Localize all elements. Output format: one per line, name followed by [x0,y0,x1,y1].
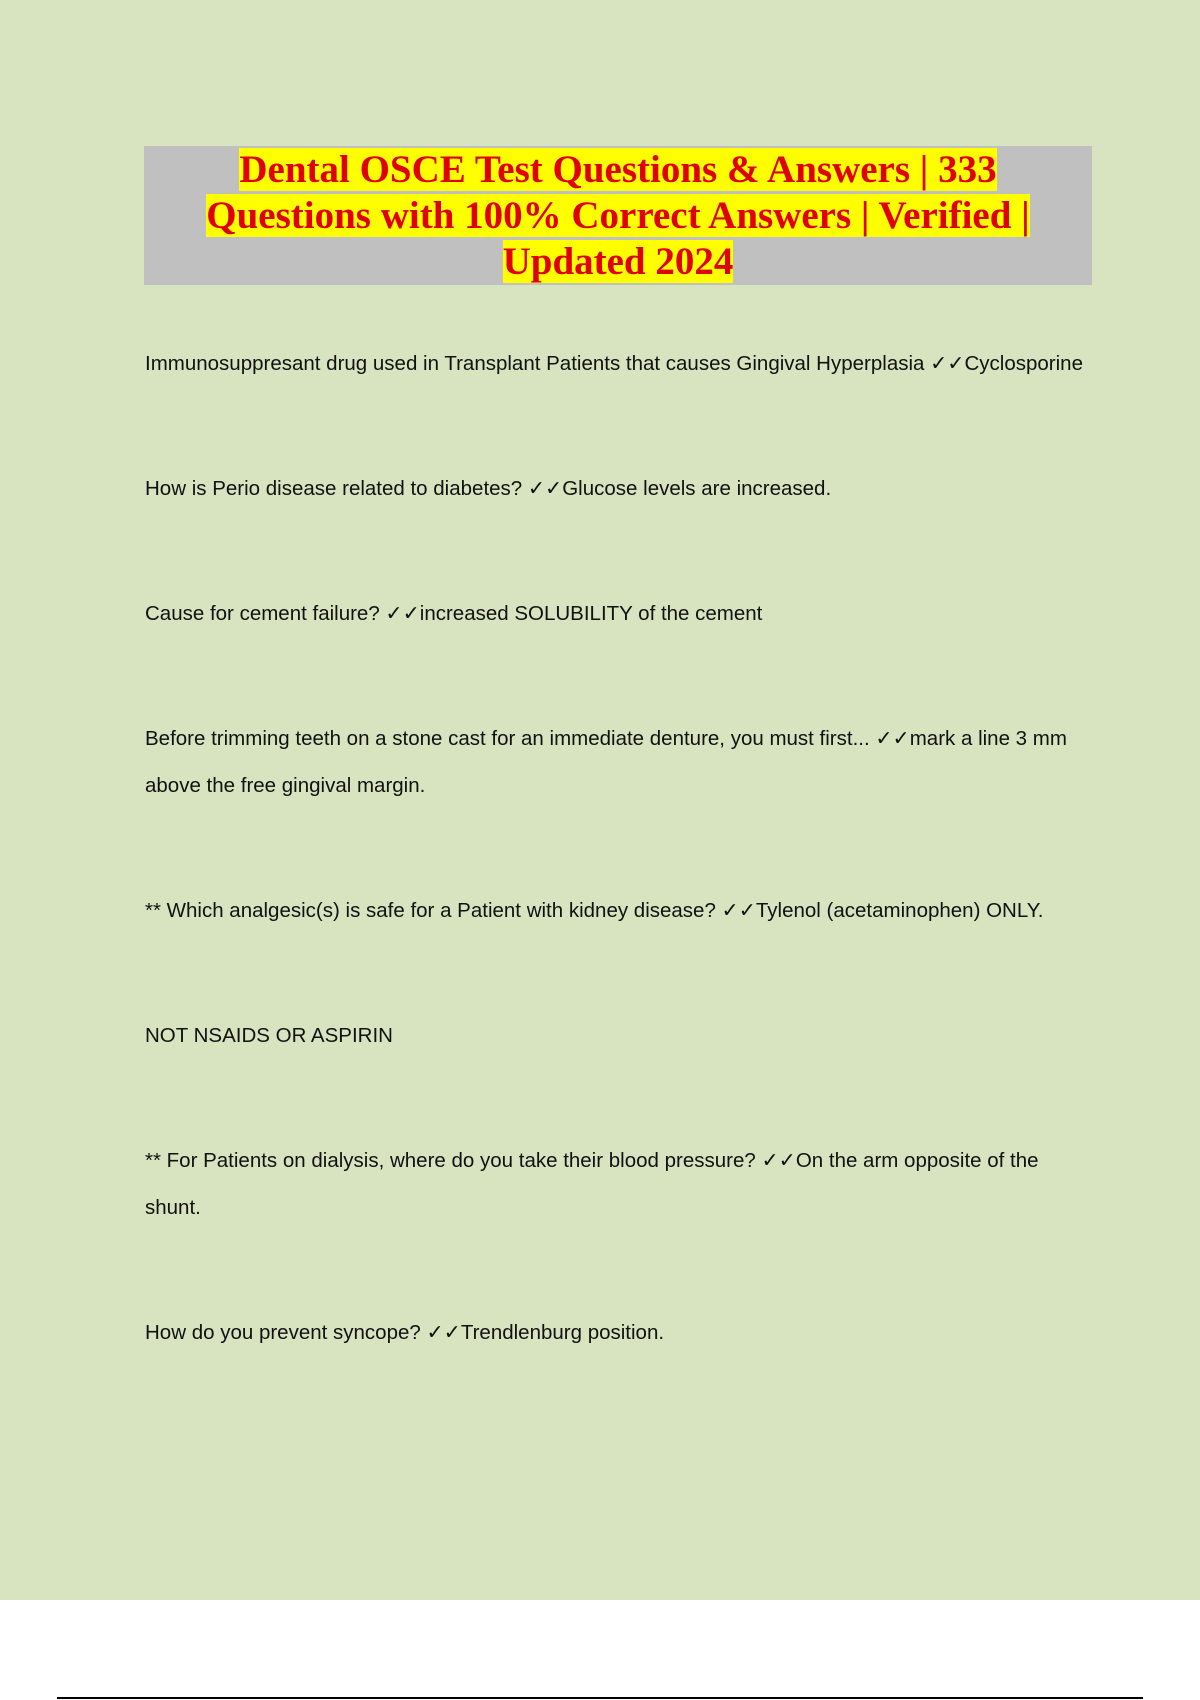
qa-item-dialysis-bp: ** For Patients on dialysis, where do you take their blood pressure? ✓✓On the arm opposite of the shunt. [145,1149,1039,1219]
qa-item-perio-diabetes: How is Perio disease related to diabetes? ✓✓Glucose levels are increased. [145,477,832,500]
document-title [144,146,1092,285]
qa-item-kidney-analgesic: ** Which analgesic(s) is safe for a Patient with kidney disease? ✓✓Tylenol (acetaminophen) ONLY. [145,899,1044,922]
title-line-1: Dental OSCE Test Questions & Answers | 333 [239,148,997,191]
qa-item-syncope: How do you prevent syncope? ✓✓Trendlenburg position. [145,1321,665,1344]
title-banner [144,146,1092,285]
qa-item-immediate-denture: Before trimming teeth on a stone cast for an immediate denture, you must first... ✓✓mark a line 3 mm above the free gingival margin. [145,727,1067,797]
qa-item-no-nsaids: NOT NSAIDS OR ASPIRIN [145,1024,393,1047]
title-line-2: Questions with 100% Correct Answers | Verified | [206,194,1030,237]
title-line-3: Updated 2024 [502,240,734,283]
qa-list [145,340,1095,1434]
qa-item-cyclosporine: Immunosuppresant drug used in Transplant Patients that causes Gingival Hyperplasia ✓✓Cyclosporine [145,352,1083,375]
page-divider [57,1697,1143,1699]
qa-item-cement-failure: Cause for cement failure? ✓✓increased SOLUBILITY of the cement [145,602,763,625]
